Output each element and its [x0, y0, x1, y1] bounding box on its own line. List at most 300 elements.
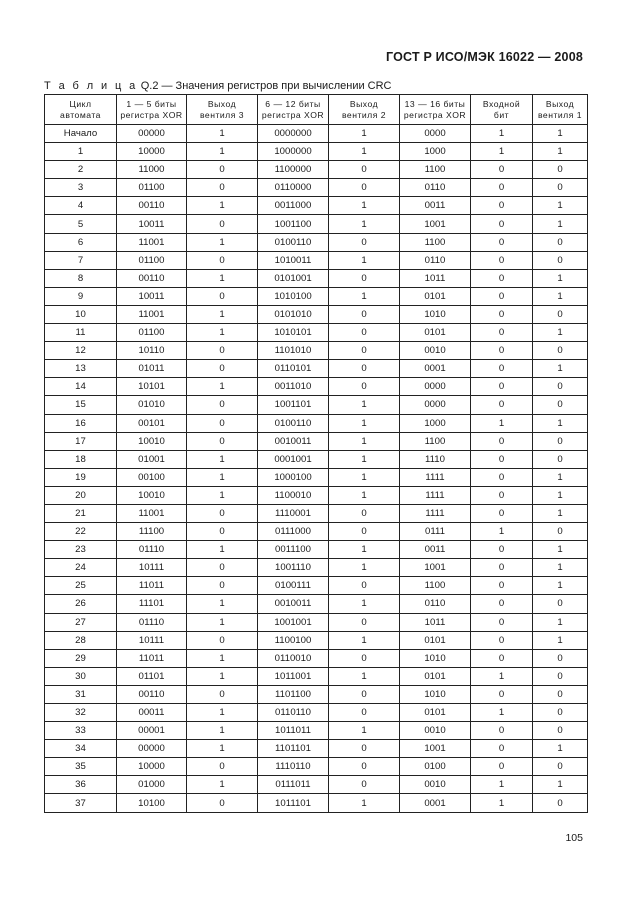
table-cell: 1110110	[258, 758, 329, 776]
table-row	[45, 758, 588, 776]
table-cell: 1	[533, 468, 588, 486]
table-cell: 0	[471, 197, 533, 215]
table-cell: 1	[187, 740, 258, 758]
table-row	[45, 342, 588, 360]
table-cell: 1	[533, 414, 588, 432]
table-cell: 1	[187, 450, 258, 468]
table-cell: 0011000	[258, 197, 329, 215]
table-cell: 32	[45, 704, 117, 722]
table-caption-label: Т а б л и ц а	[44, 80, 138, 92]
table-cell: 4	[45, 197, 117, 215]
table-cell: 36	[45, 776, 117, 794]
table-cell: 1	[471, 776, 533, 794]
table-cell: 11001	[117, 233, 187, 251]
table-cell: 0	[187, 523, 258, 541]
table-cell: 0000	[400, 396, 471, 414]
table-cell: 1	[187, 667, 258, 685]
table-cell: 0	[329, 577, 400, 595]
table-cell: 37	[45, 794, 117, 812]
table-cell: 0011	[400, 197, 471, 215]
table-cell: 1	[471, 414, 533, 432]
register-values-table	[44, 94, 588, 813]
table-cell: 0	[187, 685, 258, 703]
table-cell: 24	[45, 559, 117, 577]
table-row	[45, 595, 588, 613]
table-cell: 0	[533, 233, 588, 251]
table-cell: 21	[45, 504, 117, 522]
table-cell: 1011101	[258, 794, 329, 812]
table-cell: 01011	[117, 360, 187, 378]
table-cell: 6	[45, 233, 117, 251]
table-cell: 1	[187, 613, 258, 631]
table-cell: 30	[45, 667, 117, 685]
table-cell: 1	[471, 523, 533, 541]
table-cell: 0	[533, 685, 588, 703]
column-header	[471, 95, 533, 125]
table-cell: 27	[45, 613, 117, 631]
table-cell: 1	[471, 704, 533, 722]
table-cell: 0	[329, 740, 400, 758]
table-cell: 0	[471, 649, 533, 667]
table-cell: 1000	[400, 414, 471, 432]
table-cell: 1	[533, 577, 588, 595]
table-cell: 0	[533, 667, 588, 685]
table-row	[45, 360, 588, 378]
table-cell: 1	[329, 125, 400, 143]
table-cell: 0010011	[258, 595, 329, 613]
table-header-row	[45, 95, 588, 125]
column-header	[533, 95, 588, 125]
table-cell: 0101001	[258, 269, 329, 287]
table-cell: 1	[187, 197, 258, 215]
table-caption-text: Q.2 — Значения регистров при вычислении CRC	[140, 80, 392, 92]
table-cell: 0	[187, 631, 258, 649]
table-cell: 0	[471, 251, 533, 269]
table-row	[45, 649, 588, 667]
table-row	[45, 613, 588, 631]
table-cell: 0	[329, 233, 400, 251]
table-cell: 00001	[117, 722, 187, 740]
table-cell: 0	[187, 342, 258, 360]
table-cell: 19	[45, 468, 117, 486]
table-row	[45, 143, 588, 161]
table-cell: 15	[45, 396, 117, 414]
table-cell: 0	[187, 559, 258, 577]
table-cell: 0000000	[258, 125, 329, 143]
table-cell: 0	[471, 613, 533, 631]
table-cell: 0	[533, 595, 588, 613]
column-header-line: вентиля 1	[537, 109, 583, 120]
table-cell: 0	[187, 215, 258, 233]
table-cell: 0	[533, 378, 588, 396]
table-cell: 1	[329, 794, 400, 812]
table-cell: 0	[471, 722, 533, 740]
table-cell: 1	[533, 324, 588, 342]
table-cell: 1	[187, 595, 258, 613]
table-cell: 0	[471, 559, 533, 577]
table-cell: 1	[471, 794, 533, 812]
table-cell: 0	[533, 161, 588, 179]
table-cell: 10101	[117, 378, 187, 396]
table-cell: 1	[187, 324, 258, 342]
table-cell: 1	[533, 486, 588, 504]
table-cell: 0	[471, 740, 533, 758]
table-cell: 1	[533, 269, 588, 287]
table-cell: 1110001	[258, 504, 329, 522]
table-cell: 9	[45, 287, 117, 305]
table-cell: 0100	[400, 758, 471, 776]
table-cell: 0	[471, 396, 533, 414]
table-cell: 1001100	[258, 215, 329, 233]
column-header-line: Выход	[545, 98, 575, 109]
table-cell: 1	[45, 143, 117, 161]
column-header-line: автомата	[60, 109, 101, 120]
table-row	[45, 215, 588, 233]
table-cell: 10010	[117, 486, 187, 504]
table-cell: 0101	[400, 631, 471, 649]
table-cell: 0100110	[258, 233, 329, 251]
table-cell: 12	[45, 342, 117, 360]
table-cell: 10011	[117, 287, 187, 305]
table-cell: 1	[329, 631, 400, 649]
table-cell: 0	[329, 613, 400, 631]
table-cell: 1010011	[258, 251, 329, 269]
table-cell: 0010	[400, 776, 471, 794]
table-cell: 01100	[117, 251, 187, 269]
column-header-line: вентиля 2	[341, 109, 387, 120]
table-cell: 1	[533, 504, 588, 522]
table-cell: 1	[187, 722, 258, 740]
table-cell: 1	[533, 360, 588, 378]
table-cell: 1010	[400, 685, 471, 703]
column-header-line: Выход	[349, 98, 379, 109]
table-cell: 01110	[117, 613, 187, 631]
table-cell: 1	[329, 396, 400, 414]
table-cell: 1010	[400, 305, 471, 323]
table-cell: 16	[45, 414, 117, 432]
table-cell: 1100	[400, 432, 471, 450]
table-cell: 11001	[117, 305, 187, 323]
column-header	[258, 95, 329, 125]
column-header-line: 6 — 12 биты	[265, 98, 321, 109]
table-cell: 0	[471, 450, 533, 468]
table-cell: 0010	[400, 722, 471, 740]
table-cell: 0	[187, 287, 258, 305]
table-header	[45, 95, 588, 125]
table-cell: 0010	[400, 342, 471, 360]
table-cell: 0000	[400, 378, 471, 396]
table-cell: 0	[471, 541, 533, 559]
table-cell: 10010	[117, 432, 187, 450]
column-header-line: вентиля 3	[199, 109, 245, 120]
table-row	[45, 287, 588, 305]
table-cell: 11000	[117, 161, 187, 179]
table-cell: 0	[471, 360, 533, 378]
table-cell: 28	[45, 631, 117, 649]
table-cell: 0	[533, 649, 588, 667]
table-cell: 1	[471, 125, 533, 143]
table-cell: 0	[471, 631, 533, 649]
table-row	[45, 269, 588, 287]
table-cell: 0000	[400, 125, 471, 143]
table-cell: 31	[45, 685, 117, 703]
column-header-line: регистра XOR	[261, 109, 325, 120]
table-cell: 1	[533, 740, 588, 758]
table-row	[45, 233, 588, 251]
table-cell: 11001	[117, 504, 187, 522]
table-cell: 0	[329, 269, 400, 287]
table-cell: 01101	[117, 667, 187, 685]
table-cell: 1	[533, 541, 588, 559]
column-header-line: Выход	[207, 98, 237, 109]
table-cell: 1	[329, 251, 400, 269]
table-cell: 0	[471, 504, 533, 522]
table-cell: 11100	[117, 523, 187, 541]
table-body	[45, 125, 588, 813]
table-cell: 1000	[400, 143, 471, 161]
table-cell: 01100	[117, 324, 187, 342]
table-cell: 0110	[400, 595, 471, 613]
table-row	[45, 794, 588, 812]
table-row	[45, 179, 588, 197]
table-cell: 33	[45, 722, 117, 740]
table-cell: 00110	[117, 269, 187, 287]
table-cell: 0	[533, 342, 588, 360]
table-cell: 00000	[117, 125, 187, 143]
table-cell: 1000000	[258, 143, 329, 161]
table-cell: 0101	[400, 324, 471, 342]
table-cell: 0	[187, 360, 258, 378]
table-cell: 1001	[400, 740, 471, 758]
table-cell: 0001001	[258, 450, 329, 468]
table-cell: 1001001	[258, 613, 329, 631]
table-row	[45, 559, 588, 577]
table-row	[45, 504, 588, 522]
table-cell: 0	[329, 179, 400, 197]
table-cell: 1001110	[258, 559, 329, 577]
table-cell: 1011	[400, 613, 471, 631]
table-cell: 0	[329, 324, 400, 342]
table-row	[45, 450, 588, 468]
table-cell: 0	[329, 305, 400, 323]
table-cell: 0	[471, 432, 533, 450]
column-header	[187, 95, 258, 125]
table-cell: 0111000	[258, 523, 329, 541]
table-cell: 0	[329, 523, 400, 541]
table-cell: 10111	[117, 559, 187, 577]
table-cell: 0	[471, 342, 533, 360]
table-cell: 00000	[117, 740, 187, 758]
table-cell: 10000	[117, 758, 187, 776]
table-row	[45, 541, 588, 559]
table-cell: 11101	[117, 595, 187, 613]
table-cell: 0011010	[258, 378, 329, 396]
table-row	[45, 486, 588, 504]
table-cell: 0110000	[258, 179, 329, 197]
table-cell: 0	[187, 414, 258, 432]
table-cell: 1	[329, 197, 400, 215]
table-cell: 14	[45, 378, 117, 396]
table-cell: 0	[533, 305, 588, 323]
table-cell: 10	[45, 305, 117, 323]
table-cell: 1	[533, 197, 588, 215]
table-row	[45, 667, 588, 685]
table-row	[45, 324, 588, 342]
table-cell: 0	[187, 504, 258, 522]
table-cell: 0111	[400, 523, 471, 541]
table-cell: 1	[329, 722, 400, 740]
table-cell: 00100	[117, 468, 187, 486]
table-cell: 0	[471, 685, 533, 703]
table-cell: 0	[471, 287, 533, 305]
table-cell: 0	[329, 685, 400, 703]
table-cell: 0	[187, 758, 258, 776]
table-cell: 1110	[400, 450, 471, 468]
table-row	[45, 740, 588, 758]
table-row	[45, 378, 588, 396]
table-cell: 10111	[117, 631, 187, 649]
table-cell: 0111011	[258, 776, 329, 794]
column-header-line: 1 — 5 биты	[126, 98, 177, 109]
table-cell: 0	[533, 179, 588, 197]
table-cell: 1	[471, 667, 533, 685]
table-cell: 0001	[400, 360, 471, 378]
table-cell: 1	[329, 486, 400, 504]
table-cell: 00110	[117, 685, 187, 703]
table-cell: 1	[329, 541, 400, 559]
column-header-line: Входной	[482, 98, 521, 109]
column-header	[329, 95, 400, 125]
table-cell: 1	[533, 559, 588, 577]
table-row	[45, 161, 588, 179]
table-cell: 0	[471, 233, 533, 251]
table-cell: 1010	[400, 649, 471, 667]
table-cell: 0	[471, 595, 533, 613]
table-cell: 0110110	[258, 704, 329, 722]
table-cell: 7	[45, 251, 117, 269]
table-cell: 10110	[117, 342, 187, 360]
table-cell: 01000	[117, 776, 187, 794]
table-row	[45, 414, 588, 432]
table-cell: 35	[45, 758, 117, 776]
table-cell: 0100111	[258, 577, 329, 595]
table-cell: 1100	[400, 577, 471, 595]
table-cell: 1	[187, 649, 258, 667]
table-cell: 1	[187, 468, 258, 486]
table-cell: 1	[533, 287, 588, 305]
table-cell: 0	[471, 161, 533, 179]
table-cell: 0	[533, 794, 588, 812]
table-cell: 0	[187, 577, 258, 595]
table-cell: 0	[329, 342, 400, 360]
table-cell: 18	[45, 450, 117, 468]
table-row	[45, 432, 588, 450]
table-row	[45, 776, 588, 794]
table-cell: 1	[533, 631, 588, 649]
table-cell: 22	[45, 523, 117, 541]
page-number: 105	[565, 832, 583, 844]
column-header-line: регистра XOR	[120, 109, 183, 120]
table-cell: 1	[187, 233, 258, 251]
table-cell: 0	[187, 794, 258, 812]
table-cell: 10000	[117, 143, 187, 161]
column-header	[45, 95, 117, 125]
table-cell: 1	[329, 559, 400, 577]
table-cell: 00101	[117, 414, 187, 432]
table-row	[45, 251, 588, 269]
table-cell: 1	[329, 287, 400, 305]
table-cell: 0010011	[258, 432, 329, 450]
table-cell: 0	[187, 179, 258, 197]
table-cell: 00110	[117, 197, 187, 215]
table-cell: 1000100	[258, 468, 329, 486]
table-cell: 01110	[117, 541, 187, 559]
table-cell: 1	[187, 776, 258, 794]
table-row	[45, 722, 588, 740]
column-header-line: регистра XOR	[403, 109, 467, 120]
table-cell: 0	[471, 305, 533, 323]
table-cell: 0	[329, 776, 400, 794]
table-cell: 0	[329, 504, 400, 522]
table-cell: 0	[471, 215, 533, 233]
table-cell: 0110101	[258, 360, 329, 378]
table-cell: 0101	[400, 287, 471, 305]
table-cell: 1011011	[258, 722, 329, 740]
table-cell: 1	[187, 486, 258, 504]
table-cell: 1010100	[258, 287, 329, 305]
table-cell: 1001	[400, 215, 471, 233]
table-cell: 20	[45, 486, 117, 504]
table-cell: 1101100	[258, 685, 329, 703]
table-cell: 1	[329, 667, 400, 685]
table-cell: 1	[187, 541, 258, 559]
table-cell: 0110	[400, 251, 471, 269]
table-row	[45, 396, 588, 414]
table-cell: 0	[533, 396, 588, 414]
table-cell: 0011	[400, 541, 471, 559]
table-cell: 0	[329, 360, 400, 378]
table-cell: 0	[329, 704, 400, 722]
table-cell: 0110	[400, 179, 471, 197]
table-cell: 1100	[400, 161, 471, 179]
table-cell: 0100110	[258, 414, 329, 432]
table-cell: 0	[187, 251, 258, 269]
table-cell: 1111	[400, 504, 471, 522]
table-cell: 23	[45, 541, 117, 559]
table-cell: 1	[533, 776, 588, 794]
table-cell: 1	[329, 450, 400, 468]
table-cell: 0	[471, 758, 533, 776]
table-cell: 10011	[117, 215, 187, 233]
table-cell: 0	[471, 486, 533, 504]
table-cell: 11011	[117, 649, 187, 667]
table-cell: 00011	[117, 704, 187, 722]
table-cell: 1	[187, 125, 258, 143]
table-cell: 1100010	[258, 486, 329, 504]
table-row	[45, 305, 588, 323]
document-header: ГОСТ Р ИСО/МЭК 16022 — 2008	[386, 50, 583, 64]
column-header-line: Цикл	[69, 98, 92, 109]
table-cell: 0101	[400, 704, 471, 722]
table-row	[45, 704, 588, 722]
table-cell: 0101010	[258, 305, 329, 323]
table-cell: 2	[45, 161, 117, 179]
table-cell: 0011100	[258, 541, 329, 559]
table-cell: 29	[45, 649, 117, 667]
table-cell: 1	[329, 595, 400, 613]
table-row	[45, 577, 588, 595]
table-cell: 0	[533, 432, 588, 450]
